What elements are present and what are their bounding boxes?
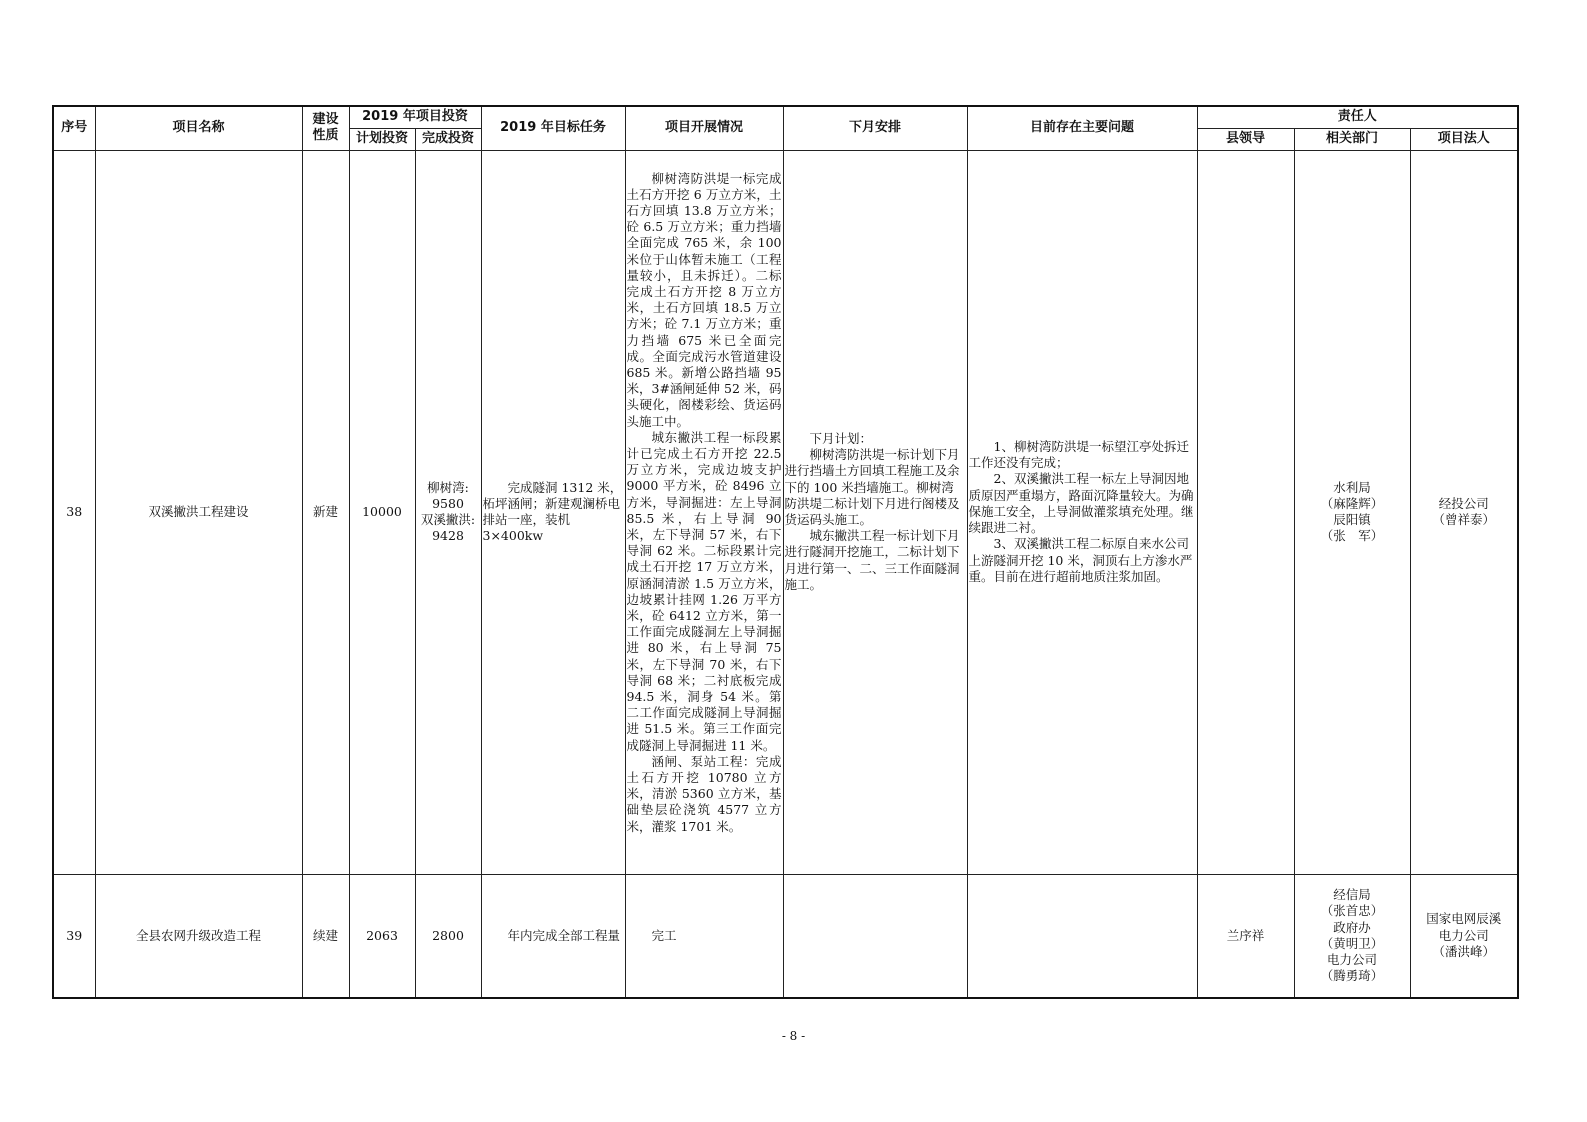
header-issues: 目前存在主要问题 <box>967 106 1197 150</box>
department-line6: （腾勇琦） <box>1320 968 1384 984</box>
legal-person-line1: 经投公司 <box>1438 495 1489 511</box>
next-month-paragraph-2: 柳树湾防洪堤一标计划下月进行挡墙土方回填工程施工及余下的 100 米挡墙施工。柳树湾防洪堤二标计划下月进行阁楼及货运码头施工。 <box>784 447 960 527</box>
project-table <box>52 105 1519 999</box>
header-legal-person: 项目法人 <box>1410 128 1518 150</box>
header-investment: 2019 年项目投资 <box>349 106 481 128</box>
header-department: 相关部门 <box>1294 128 1410 150</box>
cell-county-leader <box>1197 150 1294 874</box>
header-planned-investment: 计划投资 <box>349 128 415 150</box>
legal-person-line2: （曾祥泰） <box>1432 512 1496 527</box>
department-line2: （张首忠） <box>1320 903 1384 919</box>
header-seq: 序号 <box>53 106 95 150</box>
next-month-paragraph-1: 下月计划： <box>809 430 873 446</box>
cell-project-name: 全县农网升级改造工程 <box>95 874 302 998</box>
header-next-month: 下月安排 <box>783 106 967 150</box>
department-line4: （黄明卫） <box>1320 935 1384 951</box>
cell-legal-person <box>1410 874 1518 998</box>
cell-project-name: 双溪撇洪工程建设 <box>95 150 302 874</box>
cell-completed-investment <box>415 150 481 874</box>
progress-paragraph-1: 柳树湾防洪堤一标完成土石方开挖 6 万立方米，土石方回填 13.8 万立方米；砼 6.5 万立方米；重力挡墙全面完成 765 米，余 100 米位于山体暂未施工（工程量较小，且未拆迁）。二标完成土石方开挖 8 万立方米，土石方回填 18.5 万立方米；砼 7.1 万立方米；重力挡墙 675 米已全面完成。全面完成污水管道建设 685 米。新增公路挡墙 95 米，3#涵闸延伸 52 米，码头硬化，阁楼彩绘、货运码头施工中。 <box>626 170 782 429</box>
header-target: 2019 年目标任务 <box>481 106 625 150</box>
table-row <box>53 874 1518 998</box>
cell-seq: 38 <box>53 150 95 874</box>
header-progress: 项目开展情况 <box>625 106 783 150</box>
cell-planned-investment: 10000 <box>349 150 415 874</box>
cell-next-month <box>783 874 967 998</box>
cell-progress <box>625 150 783 874</box>
completed-investment-line1: 柳树湾: <box>427 479 469 495</box>
department-line2: （麻隆辉） <box>1320 495 1384 511</box>
cell-issues <box>967 150 1197 874</box>
header-responsible: 责任人 <box>1197 106 1518 128</box>
cell-completed-investment: 2800 <box>415 874 481 998</box>
department-line1: 经信局 <box>1333 887 1371 903</box>
header-nature-line1: 建设 <box>312 112 339 128</box>
issues-paragraph-3: 3、双溪撇洪工程二标原自来水公司上游隧洞开挖 10 米，洞顶右上方渗水严重。目前在进行超前地质注浆加固。 <box>968 536 1193 584</box>
header-county-leader: 县领导 <box>1197 128 1294 150</box>
cell-seq: 39 <box>53 874 95 998</box>
department-line3: 政府办 <box>1333 919 1371 935</box>
target-text: 年内完成全部工程量 <box>507 927 621 943</box>
legal-person-line3: （潘洪峰） <box>1432 943 1496 959</box>
cell-county-leader: 兰序祥 <box>1197 874 1294 998</box>
cell-next-month <box>783 150 967 874</box>
progress-paragraph-2: 城东撇洪工程一标段累计已完成土石方开挖 22.5 万立方米，完成边坡支护 9000 平方米，砼 8496 立方米，导洞掘进：左上导洞 85.5 米，右上导洞 90 米，左下导洞 57 米，右下导洞 62 米。二标段累计完成土石开挖 17 万立方米，原涵洞清淤 1.5 万立方米，边坡累计挂网 1.26 万平方米，砼 6412 立方米，第一工作面完成隧洞左上导洞掘进 80 米，右上导洞 75 米，左下导洞 70 米，右下导洞 68 米；二衬底板完成 94.5 米，洞身 54 米。第二工作面完成隧洞上导洞掘进 51.5 米。第三工作面完成隧洞上导洞掘进 11 米。 <box>626 429 782 753</box>
cell-department <box>1294 150 1410 874</box>
cell-nature: 新建 <box>302 150 349 874</box>
issues-paragraph-2: 2、双溪撇洪工程一标左上导洞因地质原因严重塌方，路面沉降量较大。为确保施工安全，上导洞做灌浆填充处理。继续跟进二衬。 <box>968 471 1194 536</box>
target-text: 完成隧洞 1312 米，柘坪涵闸；新建观澜桥电排站一座，装机 3×400kw <box>482 479 623 544</box>
legal-person-line2: 电力公司 <box>1438 927 1489 943</box>
department-line3: 辰阳镇 <box>1333 512 1371 527</box>
completed-investment-line3: 双溪撇洪: <box>420 512 476 527</box>
cell-legal-person <box>1410 150 1518 874</box>
cell-issues <box>967 874 1197 998</box>
completed-investment-line4: 9428 <box>432 528 464 544</box>
cell-department <box>1294 874 1410 998</box>
table-row <box>53 150 1518 874</box>
completed-investment-line2: 9580 <box>432 495 464 511</box>
page-number: - 8 - <box>781 1029 806 1043</box>
cell-progress <box>625 874 783 998</box>
cell-nature: 续建 <box>302 874 349 998</box>
next-month-paragraph-3: 城东撇洪工程一标计划下月进行隧洞开挖施工，二标计划下月进行第一、二、三工作面隧洞施工。 <box>784 528 960 592</box>
issues-paragraph-1: 1、柳树湾防洪堤一标望江亭处拆迁工作还没有完成； <box>968 439 1189 471</box>
cell-target <box>481 874 625 998</box>
header-completed-investment: 完成投资 <box>415 128 481 150</box>
cell-target <box>481 150 625 874</box>
legal-person-line1: 国家电网辰溪 <box>1426 911 1502 927</box>
progress-text: 完工 <box>651 927 677 943</box>
header-project-name: 项目名称 <box>95 106 302 150</box>
header-nature <box>302 106 349 150</box>
header-nature-line2: 性质 <box>312 128 339 144</box>
department-line4: （张 军） <box>1320 528 1384 544</box>
cell-planned-investment: 2063 <box>349 874 415 998</box>
department-line5: 电力公司 <box>1326 951 1377 967</box>
progress-paragraph-3: 涵闸、泵站工程：完成土石方开挖 10780 立方米，清淤 5360 立方米，基础垫层砼浇筑 4577 立方米，灌浆 1701 米。 <box>626 753 782 834</box>
department-line1: 水利局 <box>1333 479 1371 495</box>
